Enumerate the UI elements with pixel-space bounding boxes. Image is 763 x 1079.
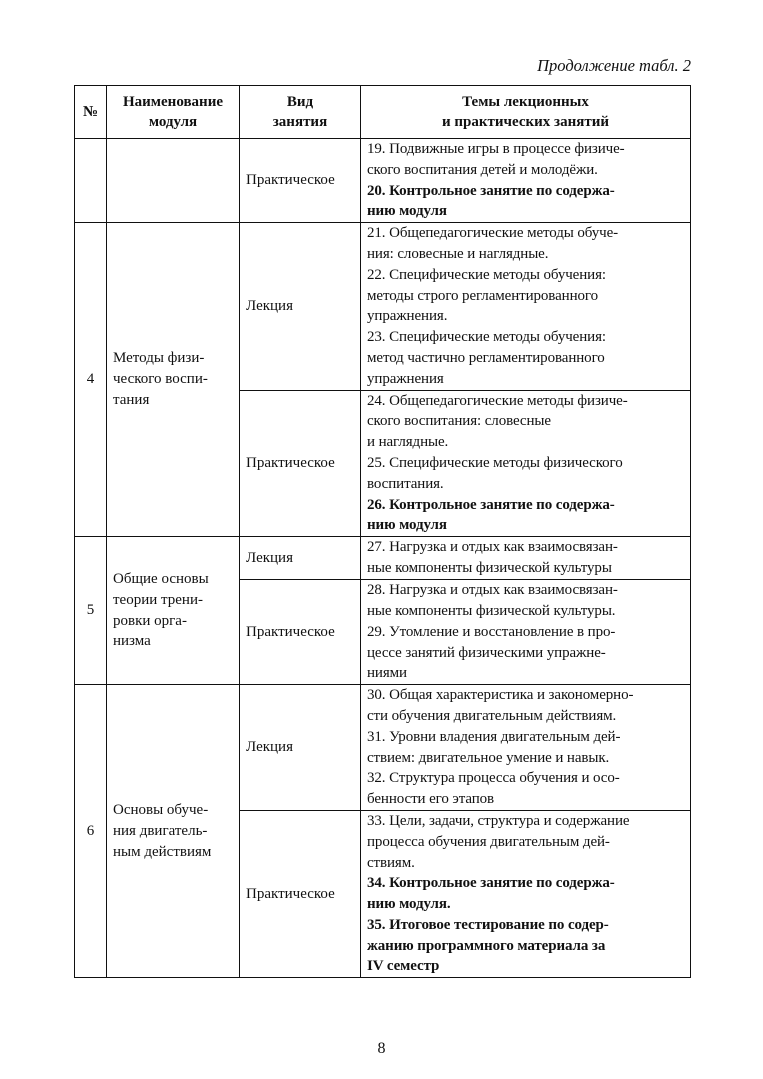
topic-line: процесса обучения двигательным дей-	[367, 833, 610, 850]
module-name-line: низма	[113, 633, 151, 650]
module-name-line: тания	[113, 392, 150, 409]
header-class-type	[240, 86, 361, 139]
topic-line: сти обучения двигательным действиям.	[367, 707, 617, 724]
topics-cell	[361, 537, 691, 580]
topic-line: 29. Утомление и восстановление в про-	[367, 623, 616, 640]
module-name-cell	[107, 537, 240, 685]
topics-cell	[361, 139, 691, 223]
header-topics-line: Темы лекционных	[462, 94, 589, 110]
page-number: 8	[377, 1040, 386, 1057]
topic-line: метод частично регламентированного	[367, 349, 605, 366]
table-continuation-caption: Продолжение табл. 2	[537, 56, 691, 75]
header-type-line: занятия	[272, 114, 328, 130]
header-topics	[361, 86, 691, 139]
class-type-cell: Лекция	[240, 685, 361, 811]
topic-line: воспитания.	[367, 475, 444, 492]
table-row	[75, 537, 691, 580]
table-row	[75, 685, 691, 811]
class-type-cell: Практическое	[240, 810, 361, 977]
topic-line: упражнения	[367, 370, 444, 387]
header-topics-line: и практических занятий	[442, 114, 609, 130]
module-number-cell: 5	[75, 537, 107, 685]
header-module-line: Наименование	[123, 94, 223, 110]
module-name-line: ческого воспи-	[113, 371, 208, 388]
topic-line-bold: 26. Контрольное занятие по содержа-	[367, 496, 615, 513]
topics-cell	[361, 390, 691, 537]
header-module-line: модуля	[148, 114, 198, 130]
topics-cell	[361, 685, 691, 811]
header-module	[107, 86, 240, 139]
topic-line: 19. Подвижные игры в процессе физиче-	[367, 141, 625, 157]
module-name-cell	[107, 685, 240, 978]
module-number-cell: 6	[75, 685, 107, 978]
topic-line: 32. Структура процесса обучения и осо-	[367, 770, 620, 787]
topic-line: 28. Нагрузка и отдых как взаимосвязан-	[367, 582, 618, 599]
topics-cell	[361, 580, 691, 685]
topic-line: 24. Общепедагогические методы физиче-	[367, 392, 628, 409]
module-name-line: ния двигатель-	[113, 822, 208, 839]
topic-line-bold: IV семестр	[367, 958, 440, 975]
module-name-line: Методы физи-	[113, 350, 205, 367]
class-type-cell: Практическое	[240, 139, 361, 223]
curriculum-table	[74, 85, 691, 978]
table-header-row	[75, 86, 691, 139]
module-name-line: теории трени-	[113, 591, 203, 608]
topic-line: цессе занятий физическими упражне-	[367, 644, 606, 661]
topic-line: и наглядные.	[367, 434, 449, 451]
module-name-line: ровки орга-	[113, 612, 187, 629]
topic-line: ные компоненты физической культуры.	[367, 602, 616, 619]
header-type-line: Вид	[286, 94, 314, 110]
topic-line: 25. Специфические методы физического	[367, 454, 623, 471]
module-name-line: Общие основы	[113, 571, 209, 588]
module-name-line: Основы обуче-	[113, 802, 209, 818]
table-row	[75, 139, 691, 223]
topic-line-bold: жанию программного материала за	[367, 937, 606, 954]
module-name-cell	[107, 139, 240, 223]
module-name-cell	[107, 223, 240, 537]
topic-line: ниями	[367, 665, 407, 682]
topic-line-bold: 34. Контрольное занятие по содержа-	[367, 875, 615, 892]
class-type-cell: Лекция	[240, 537, 361, 580]
topic-line: ствием: двигательное умение и навык.	[367, 749, 610, 766]
topic-line-bold: 35. Итоговое тестирование по содер-	[367, 916, 609, 933]
class-type-cell: Практическое	[240, 390, 361, 537]
topic-line: упражнения.	[367, 308, 448, 325]
module-number-cell	[75, 139, 107, 223]
module-number-cell: 4	[75, 223, 107, 537]
topic-line: ные компоненты физической культуры	[367, 560, 612, 577]
module-name-line: ным действиям	[113, 843, 212, 860]
topic-line: бенности его этапов	[367, 791, 495, 808]
table-row	[75, 223, 691, 390]
topic-line: ствиям.	[367, 854, 415, 871]
topic-line-bold: нию модуля.	[367, 896, 451, 913]
class-type-cell: Лекция	[240, 223, 361, 390]
header-number	[75, 86, 107, 139]
topic-line: 30. Общая характеристика и закономерно-	[367, 687, 634, 704]
topics-cell	[361, 223, 691, 390]
topic-line-bold: нию модуля	[367, 203, 447, 220]
topic-line: 22. Специфические методы обучения:	[367, 266, 606, 283]
topic-line: 33. Цели, задачи, структура и содержание	[367, 812, 630, 829]
topic-line: 21. Общепедагогические методы обуче-	[367, 225, 619, 242]
topic-line: ского воспитания детей и молодёжи.	[367, 161, 598, 178]
topic-line: методы строго регламентированного	[367, 287, 598, 304]
topic-line-bold: 20. Контрольное занятие по содержа-	[367, 182, 615, 199]
topic-line: 27. Нагрузка и отдых как взаимосвязан-	[367, 539, 618, 556]
topic-line: ния: словесные и наглядные.	[367, 245, 549, 262]
header-number-label: №	[82, 104, 99, 120]
topic-line: 31. Уровни владения двигательным дей-	[367, 728, 621, 745]
class-type-cell: Практическое	[240, 580, 361, 685]
topic-line: ского воспитания: словесные	[367, 413, 551, 430]
topics-cell	[361, 810, 691, 977]
topic-line: 23. Специфические методы обучения:	[367, 329, 606, 346]
topic-line-bold: нию модуля	[367, 517, 447, 534]
